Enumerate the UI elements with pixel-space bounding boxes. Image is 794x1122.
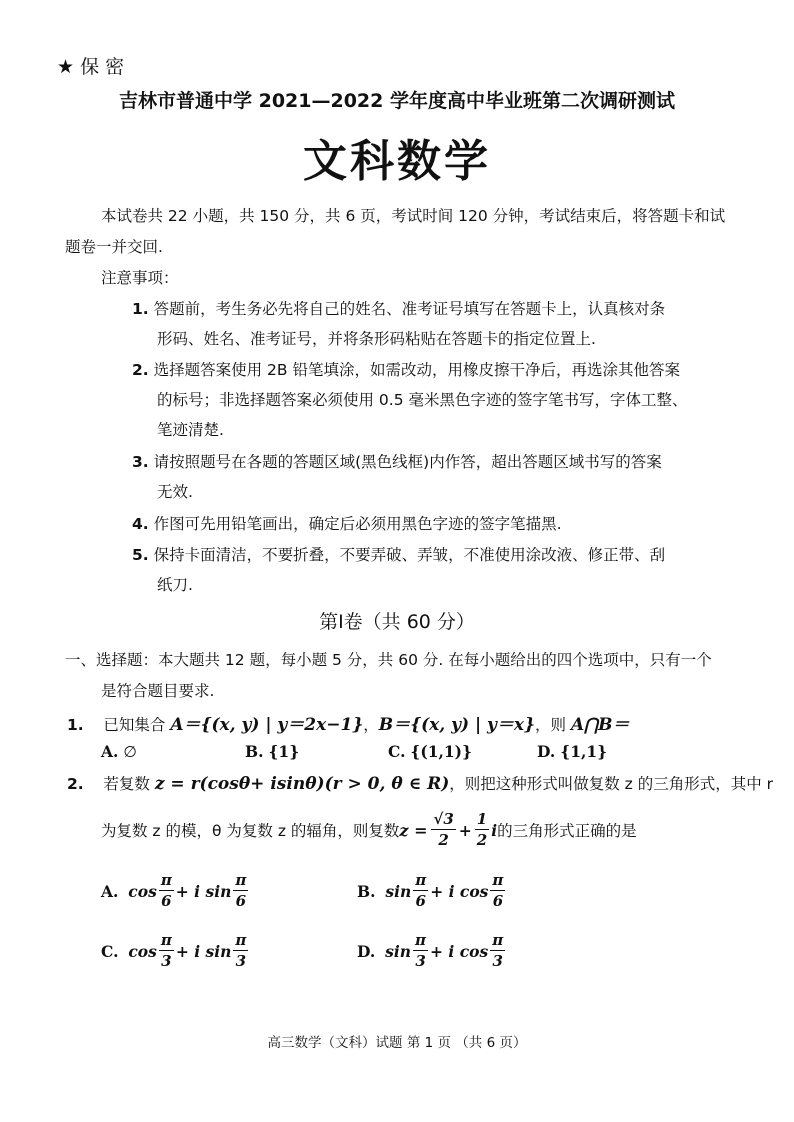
fraction-pi bbox=[233, 933, 248, 969]
numerator: 1 bbox=[476, 810, 488, 828]
option-b bbox=[245, 742, 299, 761]
plus-i: + i bbox=[175, 881, 206, 901]
notice-text: 作图可先用铅笔画出，确定后必须用黑色字迹的签字笔描黑. bbox=[153, 515, 562, 533]
notice-number: 5. bbox=[132, 546, 149, 564]
denominator: 6 bbox=[415, 892, 426, 910]
plus-i: + i bbox=[430, 881, 460, 901]
fraction-pi bbox=[413, 933, 428, 969]
option-label: D. bbox=[537, 742, 556, 761]
trig-function: sin bbox=[385, 941, 412, 961]
numerator: π bbox=[415, 931, 427, 949]
notice-text: 无效. bbox=[157, 483, 193, 501]
option-label: C. bbox=[101, 941, 119, 961]
notice-number: 2. bbox=[132, 361, 149, 379]
notice-item bbox=[132, 512, 562, 534]
option-value: {(1,1)} bbox=[410, 742, 472, 761]
notice-text: 请按照题号在各题的答题区域(黑色线框)内作答，超出答题区域书写的答案 bbox=[153, 453, 662, 471]
question-text: 为复数 z 的模，θ 为复数 z 的辐角，则复数 bbox=[101, 822, 400, 840]
option-label: A. bbox=[101, 742, 119, 761]
subject-title: 文科数学 bbox=[303, 136, 491, 187]
option-value: {1} bbox=[268, 742, 300, 761]
fraction-pi bbox=[490, 933, 505, 969]
option-label: D. bbox=[357, 941, 376, 961]
fraction-pi bbox=[159, 873, 174, 909]
trig-function: cos bbox=[459, 941, 489, 961]
notice-text: 保持卡面清洁，不要折叠，不要弄破、弄皱，不准使用涂改液、修正带、刮 bbox=[153, 546, 666, 564]
plus-i: + i bbox=[175, 941, 206, 961]
plus-i: + i bbox=[430, 941, 460, 961]
trig-function: sin bbox=[385, 881, 412, 901]
question-2-line-2 bbox=[101, 812, 637, 848]
option-b bbox=[357, 873, 507, 909]
question-2 bbox=[67, 772, 773, 794]
separator: ， bbox=[363, 716, 379, 734]
denominator: 3 bbox=[235, 952, 247, 970]
option-a bbox=[101, 873, 250, 909]
option-c bbox=[101, 933, 250, 969]
denominator: 2 bbox=[438, 831, 449, 849]
notice-text: 形码、姓名、准考证号，并将条形码粘贴在答题卡的指定位置上. bbox=[157, 330, 596, 348]
fraction-pi bbox=[490, 873, 505, 909]
option-label: B. bbox=[245, 742, 264, 761]
numerator: π bbox=[160, 931, 172, 949]
set-b-formula: B＝{(x, y) | y＝x} bbox=[378, 715, 536, 735]
numerator: √3 bbox=[433, 810, 454, 828]
question-text: 的三角形式正确的是 bbox=[497, 822, 637, 840]
trig-function: sin bbox=[205, 941, 232, 961]
notice-item bbox=[132, 543, 665, 565]
numerator: π bbox=[235, 871, 247, 889]
notice-item bbox=[132, 297, 665, 319]
notice-text: 的标号；非选择题答案必须使用 0.5 毫米黑色字迹的签字笔书写，字体工整、 bbox=[157, 391, 688, 409]
notice-text: 选择题答案使用 2B 铅笔填涂，如需改动，用橡皮擦干净后，再选涂其他答案 bbox=[153, 361, 680, 379]
plus-sign: + bbox=[458, 820, 472, 840]
denominator: 3 bbox=[415, 952, 426, 970]
option-label: A. bbox=[101, 881, 119, 901]
option-label: B. bbox=[357, 881, 376, 901]
denominator: 6 bbox=[492, 892, 504, 910]
set-a-formula: A＝{(x, y) | y＝2x−1} bbox=[170, 715, 364, 735]
option-value: ∅ bbox=[123, 743, 137, 761]
notice-number: 1. bbox=[132, 300, 149, 318]
numerator: π bbox=[415, 871, 427, 889]
option-c bbox=[388, 742, 472, 761]
question-number: 2. bbox=[67, 775, 84, 793]
intersection-formula: A⋂B＝ bbox=[570, 715, 630, 735]
trig-function: cos bbox=[128, 941, 157, 961]
exam-title: 吉林市普通中学 2021—2022 学年度高中毕业班第二次调研测试 bbox=[119, 90, 675, 112]
question-text: ，则 bbox=[535, 716, 571, 734]
denominator: 3 bbox=[161, 952, 172, 970]
notice-text: 纸刀. bbox=[157, 576, 193, 594]
fraction-sqrt3-over-2 bbox=[431, 812, 455, 848]
option-d bbox=[357, 933, 507, 969]
notice-number: 4. bbox=[132, 515, 149, 533]
numerator: π bbox=[160, 871, 172, 889]
intro-line-1: 本试卷共 22 小题，共 150 分，共 6 页，考试时间 120 分钟，考试结束后，将答题卡和试 bbox=[101, 207, 726, 225]
trig-form-formula: z = r(cosθ+ isinθ)(r > 0, θ ∈ R) bbox=[154, 774, 450, 794]
part-instruction-line-2: 是符合题目要求. bbox=[101, 682, 215, 700]
numerator: π bbox=[492, 871, 504, 889]
trig-function: cos bbox=[459, 881, 489, 901]
notice-number: 3. bbox=[132, 453, 149, 471]
option-a bbox=[101, 742, 137, 761]
intro-line-2: 题卷一并交回. bbox=[65, 238, 163, 256]
fraction-1-over-2 bbox=[475, 812, 489, 848]
numerator: π bbox=[235, 931, 247, 949]
imaginary-unit: i bbox=[491, 820, 498, 840]
fraction-pi bbox=[413, 873, 428, 909]
z-equals: z = bbox=[399, 820, 428, 840]
denominator: 6 bbox=[235, 892, 247, 910]
notice-text: 笔迹清楚. bbox=[157, 421, 224, 439]
option-value: {1,1} bbox=[560, 742, 608, 761]
notice-text: 答题前，考生务必先将自己的姓名、准考证号填写在答题卡上，认真核对条 bbox=[153, 300, 666, 318]
trig-function: sin bbox=[205, 881, 232, 901]
option-label: C. bbox=[388, 742, 406, 761]
confidential-mark: ★ 保 密 bbox=[57, 56, 125, 78]
part-instruction-line-1: 一、选择题：本大题共 12 题，每小题 5 分，共 60 分. 在每小题给出的四个选项中，只有一个 bbox=[65, 651, 712, 669]
question-text: 已知集合 bbox=[103, 716, 171, 734]
fraction-pi bbox=[233, 873, 248, 909]
question-text: 若复数 bbox=[103, 775, 155, 793]
question-1 bbox=[67, 710, 629, 735]
page-footer: 高三数学（文科）试题 第 1 页 （共 6 页） bbox=[267, 1035, 527, 1051]
notice-item bbox=[132, 358, 680, 380]
trig-function: cos bbox=[128, 881, 157, 901]
question-number: 1. bbox=[67, 716, 84, 734]
fraction-pi bbox=[159, 933, 174, 969]
numerator: π bbox=[492, 931, 504, 949]
denominator: 6 bbox=[161, 892, 172, 910]
section-title: 第Ⅰ卷（共 60 分） bbox=[319, 611, 475, 633]
notice-item bbox=[132, 450, 662, 472]
denominator: 2 bbox=[476, 831, 488, 849]
question-text: ，则把这种形式叫做复数 z 的三角形式，其中 r bbox=[449, 775, 774, 793]
notice-heading: 注意事项： bbox=[101, 269, 179, 287]
option-d bbox=[537, 742, 607, 761]
denominator: 3 bbox=[492, 952, 503, 970]
